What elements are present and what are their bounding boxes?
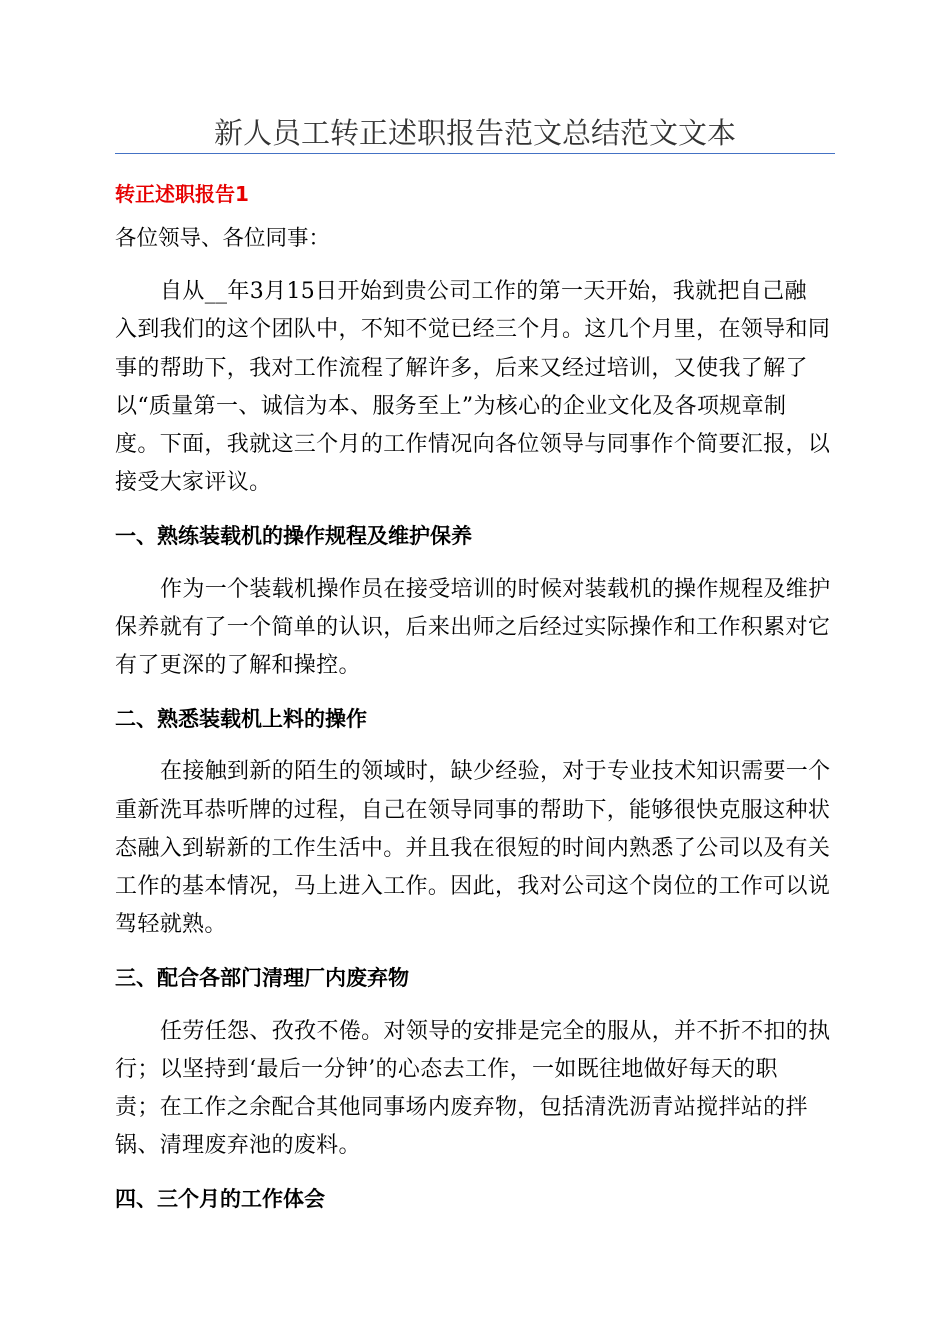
paragraph-line: 有了更深的了解和操控。 <box>115 653 361 679</box>
section-heading-2: 二、熟悉装载机上料的操作 <box>115 706 367 732</box>
paragraph-line: 工作的基本情况，马上进入工作。因此，我对公司这个岗位的工作可以说 <box>115 874 831 900</box>
paragraph-line: 责；在工作之余配合其他同事场内废弃物，包括清洗沥青站搅拌站的拌 <box>115 1095 808 1121</box>
paragraph-line: 以“质量第一、诚信为本、服务至上”为核心的企业文化及各项规章制 <box>115 393 787 419</box>
paragraph-line: 重新洗耳恭听牌的过程，自己在领导同事的帮助下，能够很快克服这种状 <box>115 797 831 823</box>
paragraph-line: 驾轻就熟。 <box>115 912 227 938</box>
section-heading-1: 一、熟练装载机的操作规程及维护保养 <box>115 523 472 549</box>
report-heading: 转正述职报告1 <box>115 182 249 206</box>
paragraph-line: 事的帮助下，我对工作流程了解许多，后来又经过培训，又使我了解了 <box>115 355 808 381</box>
paragraph-line: 度。下面，我就这三个月的工作情况向各位领导与同事作个简要汇报，以 <box>115 432 831 458</box>
section-heading-3: 三、配合各部门清理厂内废弃物 <box>115 965 409 991</box>
greeting: 各位领导、各位同事： <box>115 226 331 251</box>
paragraph-line: 入到我们的这个团队中，不知不觉已经三个月。这几个月里，在领导和同 <box>115 317 831 343</box>
paragraph-line: 任劳任怨、孜孜不倦。对领导的安排是完全的服从，并不折不扣的执 <box>160 1018 831 1044</box>
section-paragraph-2 <box>115 753 835 944</box>
paragraph-line: 态融入到崭新的工作生活中。并且我在很短的时间内熟悉了公司以及有关 <box>115 835 831 861</box>
intro-paragraph <box>115 273 835 502</box>
section-paragraph-3 <box>115 1013 835 1166</box>
paragraph-line: 接受大家评议。 <box>115 470 272 496</box>
paragraph-line: 作为一个装载机操作员在接受培训的时候对装载机的操作规程及维护 <box>160 576 831 602</box>
paragraph-line: 保养就有了一个简单的认识，后来出师之后经过实际操作和工作积累对它 <box>115 614 831 640</box>
paragraph-line: 锅、清理废弃池的废料。 <box>115 1133 361 1159</box>
section-heading-4: 四、三个月的工作体会 <box>115 1186 325 1212</box>
document-page <box>115 0 835 1234</box>
section-paragraph-1 <box>115 571 835 686</box>
paragraph-line: 行；以坚持到‘最后一分钟’的心态去工作，一如既往地做好每天的职 <box>115 1056 778 1082</box>
paragraph-line: 自从__年3月15日开始到贵公司工作的第一天开始，我就把自己融 <box>160 279 807 305</box>
document-title: 新人员工转正述职报告范文总结范文文本 <box>115 113 835 154</box>
paragraph-line: 在接触到新的陌生的领域时，缺少经验，对于专业技术知识需要一个 <box>160 759 831 785</box>
